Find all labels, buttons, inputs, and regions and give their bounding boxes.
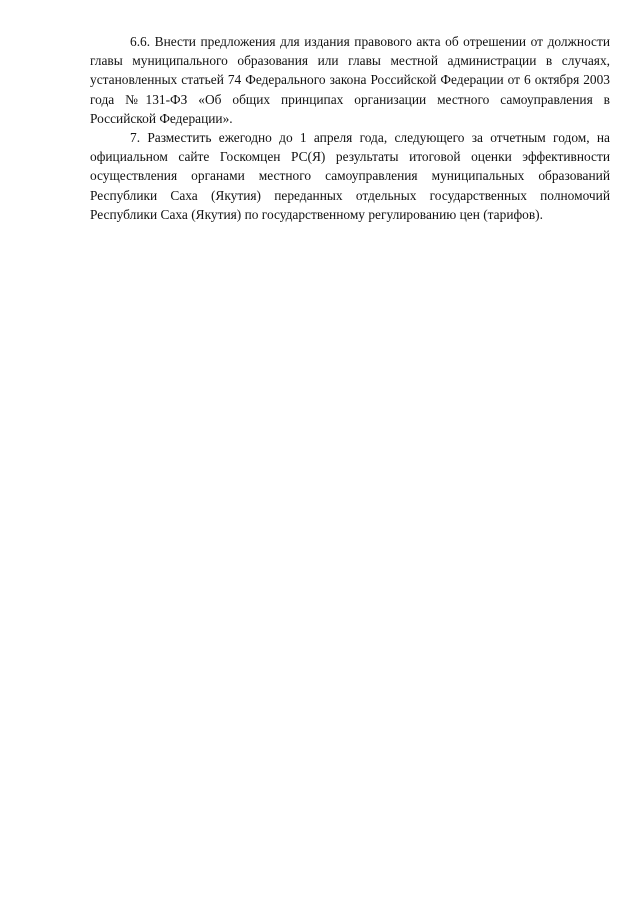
document-page bbox=[90, 32, 610, 224]
paragraph-7: 7. Разместить ежегодно до 1 апреля года, следующего за отчетным годом, на официальном сайте Госкомцен РС(Я) результаты итоговой оценки эффективности осуществления органами местного самоуправления муниципальных образований Республики Саха (Якутия) переданных отдельных государственных полномочий Республики Саха (Якутия) по государственному регулированию цен (тарифов). bbox=[90, 130, 610, 222]
paragraph-6-6: 6.6. Внести предложения для издания правового акта об отрешении от должности главы муниципального образования или главы местной администрации в случаях, установленных статьей 74 Федерального закона Российской Федерации от 6 октября 2003 года №131-ФЗ «Об общих принципах организации местного самоуправления в Российской Федерации». bbox=[90, 34, 610, 126]
